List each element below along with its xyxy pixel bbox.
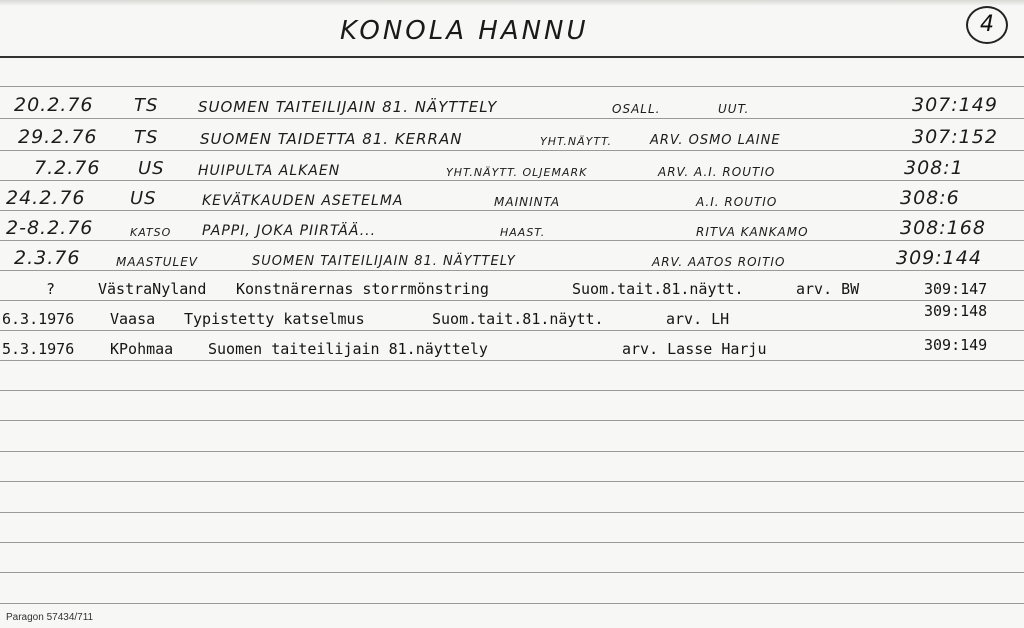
- entry-source: US: [130, 188, 157, 209]
- entry-date: 2.3.76: [14, 247, 81, 269]
- entry-extra: arv. Lasse Harju: [622, 340, 767, 358]
- entry-date: ?: [46, 280, 56, 298]
- entry-ref: 309:148: [924, 302, 988, 320]
- entry-date: 2-8.2.76: [6, 217, 94, 239]
- entry-text: Suomen taiteilijain 81.näyttely: [208, 340, 488, 358]
- card-number-badge: 4: [966, 6, 1008, 44]
- ruled-line: [0, 86, 1024, 87]
- entry-text: Konstnärernas storrmönstring: [236, 280, 489, 298]
- entry-source: VästraNyland: [98, 280, 207, 298]
- entry-ref: 307:152: [912, 126, 998, 148]
- entry-ref: 308:168: [900, 217, 986, 239]
- entry-date: 6.3.1976: [2, 310, 75, 328]
- entry-extra: A.I. ROUTIO: [696, 195, 778, 209]
- entry-source: Vaasa: [110, 310, 156, 328]
- entry-extra: ARV. A.I. ROUTIO: [658, 165, 776, 179]
- entry-note: Suom.tait.81.näytt.: [572, 280, 744, 298]
- entry-source: MAASTULEV: [116, 255, 198, 269]
- entry-source: KATSO: [130, 226, 172, 239]
- ruled-line: [0, 420, 1024, 421]
- entry-note: Suom.tait.81.näytt.: [432, 310, 604, 328]
- entry-text: SUOMEN TAITEILIJAIN 81. NÄYTTELY: [198, 98, 498, 116]
- entry-row: [0, 151, 1024, 181]
- entry-date: 5.3.1976: [2, 340, 75, 358]
- ruled-line: [0, 603, 1024, 604]
- ruled-line: [0, 360, 1024, 361]
- entry-text: SUOMEN TAIDETTA 81. KERRAN: [200, 130, 463, 148]
- entry-row: [0, 120, 1024, 150]
- entry-row: [0, 241, 1024, 271]
- entry-source: KPohmaa: [110, 340, 174, 358]
- entry-date: 24.2.76: [6, 187, 86, 209]
- entry-row: [0, 330, 1024, 360]
- entry-source: TS: [134, 95, 159, 116]
- ruled-line: [0, 542, 1024, 543]
- ruled-line: [0, 481, 1024, 482]
- ruled-line: [0, 118, 1024, 119]
- card-top-edge: [0, 0, 1024, 6]
- entry-ref: 309:144: [896, 247, 982, 269]
- entry-extra: arv. LH: [666, 310, 730, 328]
- entry-extra: ARV. OSMO LAINE: [650, 133, 781, 148]
- entry-text: KEVÄTKAUDEN ASETELMA: [202, 193, 404, 209]
- entry-date: 7.2.76: [34, 157, 101, 179]
- entry-note: YHT.NÄYTT.: [540, 135, 613, 148]
- entry-note: HAAST.: [500, 226, 546, 239]
- entry-note: OSALL.: [612, 102, 661, 116]
- entry-ref: 308:6: [900, 187, 960, 209]
- entry-text: SUOMEN TAITEILIJAIN 81. NÄYTTELY: [252, 254, 516, 269]
- entry-source: TS: [134, 127, 159, 148]
- entry-text: PAPPI, JOKA PIIRTÄÄ...: [202, 223, 377, 239]
- ruled-line: [0, 451, 1024, 452]
- ruled-line: [0, 572, 1024, 573]
- ruled-line: [0, 512, 1024, 513]
- entry-text: Typistetty katselmus: [184, 310, 365, 328]
- entry-row: [0, 181, 1024, 211]
- entry-ref: 309:147: [924, 280, 988, 298]
- entry-ref: 309:149: [924, 336, 988, 354]
- entry-ref: 308:1: [904, 157, 964, 179]
- card-footer: Paragon 57434/711: [6, 612, 94, 623]
- entry-text: HUIPULTA ALKAEN: [198, 163, 341, 179]
- entry-ref: 307:149: [912, 94, 998, 116]
- entry-row: [0, 211, 1024, 241]
- card-title: KONOLA HANNU: [340, 16, 589, 46]
- entry-note: MAININTA: [494, 195, 561, 209]
- entry-extra: RITVA KANKAMO: [696, 225, 809, 239]
- entry-row: [0, 300, 1024, 330]
- entry-date: 29.2.76: [18, 126, 98, 148]
- entry-source: US: [138, 158, 165, 179]
- header-rule: [0, 56, 1024, 58]
- entry-extra: ARV. AATOS ROITIO: [652, 255, 786, 269]
- entry-row: [0, 88, 1024, 118]
- ruled-line: [0, 390, 1024, 391]
- entry-date: 20.2.76: [14, 94, 94, 116]
- entry-note: YHT.NÄYTT. OLJEMARK: [446, 166, 588, 179]
- entry-extra: UUT.: [718, 102, 750, 116]
- entry-extra: arv. BW: [796, 280, 860, 298]
- entry-row: [0, 270, 1024, 300]
